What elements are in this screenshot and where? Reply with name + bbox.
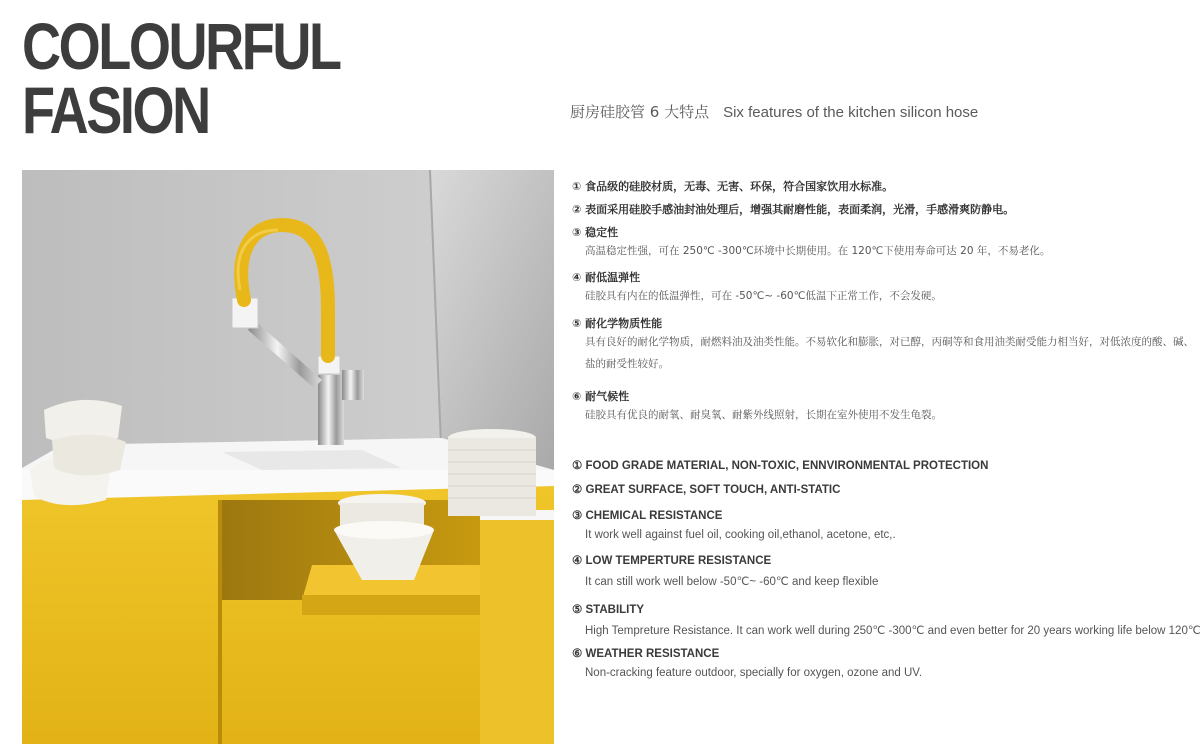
feature-en-3-body: It work well against fuel oil, cooking oil,ethanol, acetone, etc,.: [585, 529, 896, 541]
feature-en-5-title: ⑤ STABILITY: [572, 604, 645, 616]
feature-cn-1-title: ① 食品级的硅胶材质，无毒、无害、环保，符合国家饮用水标准。: [572, 180, 894, 193]
feature-en-5-body: High Tempreture Resistance. It can work well during 250℃ -300℃ and even better for 20 years working life below 120℃: [585, 625, 1201, 637]
feature-cn-6-title: ⑥ 耐气候性: [572, 390, 630, 403]
product-photo: [22, 170, 554, 744]
feature-cn-2-title: ② 表面采用硅胶手感油封油处理后，增强其耐磨性能，表面柔润，光滑，手感滑爽防静电。: [572, 203, 1015, 216]
kitchen-faucet-illustration: [22, 170, 554, 744]
feature-cn-5-body-2: 盐的耐受性较好。: [585, 358, 669, 370]
feature-en-4: [572, 553, 878, 588]
feature-en-3-title: ③ CHEMICAL RESISTANCE: [572, 510, 723, 522]
feature-cn-2: [572, 201, 1014, 217]
feature-en-2: [572, 482, 840, 496]
feature-cn-5-title: ⑤ 耐化学物质性能: [572, 317, 663, 330]
feature-cn-6-body: 硅胶具有优良的耐氧、耐臭氧、耐紫外线照射，长期在室外使用不发生龟裂。: [585, 409, 942, 421]
section-subtitle: [570, 101, 978, 122]
feature-cn-5-body-1: 具有良好的耐化学物质，耐燃料油及油类性能。不易软化和膨胀，对已醇，丙硐等和食用油类耐受能力相当好，对低浓度的酸、碱、: [585, 336, 1194, 348]
headline-line-2: FASION: [22, 73, 209, 147]
feature-cn-6: [572, 388, 942, 426]
feature-cn-3: [572, 224, 1050, 262]
feature-en-4-title: ④ LOW TEMPERTURE RESISTANCE: [572, 555, 772, 567]
feature-cn-1: [572, 178, 893, 194]
headline-line-1: COLOURFUL: [22, 9, 340, 83]
feature-en-3: [572, 508, 896, 541]
feature-en-6: [572, 646, 922, 679]
subtitle-en: Six features of the kitchen silicon hose: [723, 104, 979, 121]
feature-cn-4-body: 硅胶具有内在的低温弹性，可在 -50℃~ -60℃低温下正常工作，不会发硬。: [585, 290, 942, 302]
feature-cn-5: [572, 315, 1194, 375]
subtitle-cn: 厨房硅胶管 6 大特点: [570, 103, 710, 121]
feature-en-2-title: ② GREAT SURFACE, SOFT TOUCH, ANTI-STATIC: [572, 484, 841, 496]
feature-en-6-title: ⑥ WEATHER RESISTANCE: [572, 648, 720, 660]
feature-cn-3-title: ③ 稳定性: [572, 226, 619, 239]
feature-en-1-title: ① FOOD GRADE MATERIAL, NON-TOXIC, ENNVIRONMENTAL PROTECTION: [572, 460, 989, 472]
feature-en-5: [572, 602, 1201, 637]
feature-cn-4-title: ④ 耐低温弹性: [572, 271, 641, 284]
feature-cn-3-body: 高温稳定性强，可在 250℃ -300℃环境中长期使用。在 120℃下使用寿命可达 20 年，不易老化。: [585, 245, 1051, 257]
feature-cn-4: [572, 269, 942, 307]
feature-en-6-body: Non-cracking feature outdoor, specially for oxygen, ozone and UV.: [585, 667, 923, 679]
feature-en-4-body: It can still work well below -50℃~ -60℃ and keep flexible: [585, 576, 879, 588]
headline: [22, 9, 340, 147]
feature-en-1: [572, 458, 988, 472]
